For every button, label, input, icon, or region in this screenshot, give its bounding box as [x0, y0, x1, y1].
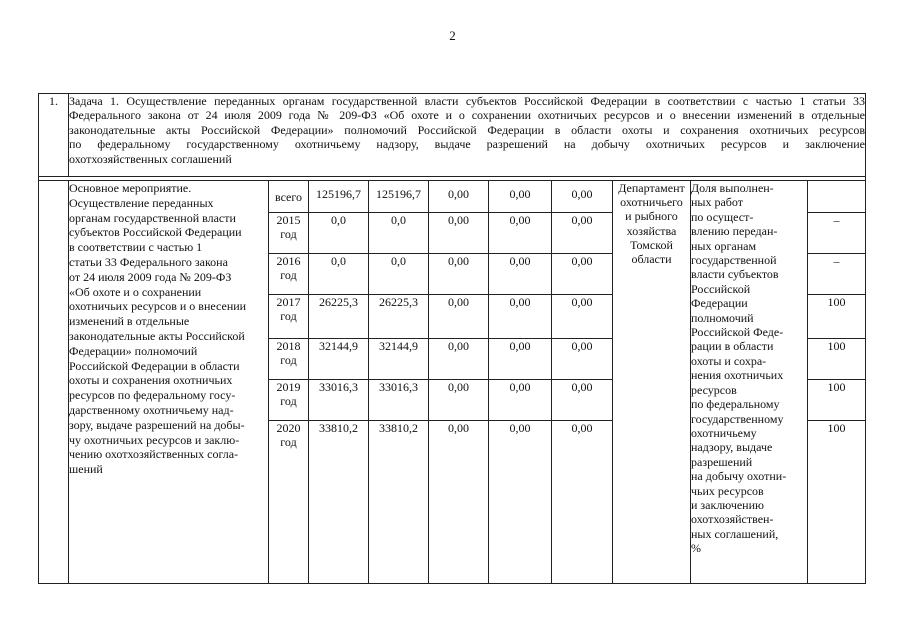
measure-line: законодательные акты Российской — [69, 328, 245, 343]
funding-cell: 0,00 — [429, 213, 489, 254]
table-row — [39, 181, 866, 213]
target-value-cell: 100 — [808, 421, 866, 584]
measure-line: чу охотничьих ресурсов и заклю- — [69, 432, 240, 447]
regional-funding-cell: 0,0 — [369, 213, 429, 254]
indicator-line: охотничьему — [691, 425, 757, 440]
indicator-line: на добычу охотни- — [691, 469, 787, 484]
indicator-line: чьих ресурсов — [691, 483, 764, 498]
executor-line: Департамент — [618, 181, 685, 195]
task-line: Федерального закона от 24 июля 2009 года № 209-ФЗ «Об охоте и о сохранении охотничьих ресурсов и о внесении изменений в отдельные — [69, 108, 865, 123]
indicator-line: ных органам — [691, 238, 757, 253]
measure-line: дарственному охотничьему над- — [69, 402, 234, 417]
indicator-line: влению передан- — [691, 224, 778, 239]
regional-funding-cell: 125196,7 — [369, 181, 429, 213]
funding-cell: 0,00 — [489, 380, 552, 421]
executor-line: и рыбного — [625, 209, 678, 224]
measure-line: чению охотхозяйственных согла- — [69, 447, 239, 462]
page-number: 2 — [449, 28, 456, 43]
indicator-line: государственному — [691, 411, 784, 426]
indicator-line: по федеральному — [691, 397, 780, 412]
period-year: 2017 — [276, 295, 301, 309]
funding-cell: 0,00 — [552, 339, 613, 380]
period-label: всего — [274, 189, 303, 204]
period-year: 2016 — [276, 254, 301, 268]
indicator-line: ных работ — [691, 195, 744, 210]
indicator-line: надзору, выдаче — [691, 440, 773, 455]
funding-cell: 0,00 — [552, 213, 613, 254]
indicator-line: и заключению — [691, 497, 764, 512]
funding-cell: 0,00 — [552, 181, 613, 213]
task-line: по федеральному государственному охотничьему надзору, выдаче разрешений на добычу охотничьих ресурсов и заключение — [69, 137, 865, 152]
funding-cell: 0,00 — [489, 181, 552, 213]
funding-cell: 0,00 — [552, 421, 613, 584]
target-value-cell: – — [808, 254, 866, 295]
measure-line: Основное мероприятие. — [69, 181, 192, 195]
period-cell — [269, 380, 309, 421]
indicator-line: рации в области — [691, 339, 774, 354]
indicator-line: Доля выполнен- — [691, 181, 774, 195]
period-year: 2018 — [276, 339, 301, 353]
period-unit: год — [280, 227, 297, 241]
measure-line: охотничьих ресурсов и о внесении — [69, 299, 247, 314]
measure-line: «Об охоте и о сохранении — [69, 284, 202, 299]
total-funding-cell: 0,0 — [309, 254, 369, 295]
period-cell — [269, 181, 309, 213]
measure-line: от 24 июля 2009 года № 209-ФЗ — [69, 269, 232, 284]
indicator-line: государственной — [691, 253, 777, 268]
period-cell — [269, 254, 309, 295]
regional-funding-cell: 26225,3 — [369, 295, 429, 339]
indicator-line: власти субъектов — [691, 267, 779, 282]
indicator-line: Российской Феде- — [691, 325, 784, 340]
total-funding-cell: 32144,9 — [309, 339, 369, 380]
executor-line: Томской — [630, 237, 673, 252]
measure-line: субъектов Российской Федерации — [69, 225, 242, 240]
indicator-line: полномочий — [691, 310, 754, 325]
funding-cell: 0,00 — [429, 339, 489, 380]
measure-line: зору, выдаче разрешений на добы- — [69, 417, 245, 432]
indicator-line: Федерации — [691, 296, 748, 311]
period-unit: год — [280, 353, 297, 367]
measure-line: органам государственной власти — [69, 210, 236, 225]
total-funding-cell: 33016,3 — [309, 380, 369, 421]
indicator-line: охоты и сохра- — [691, 353, 767, 368]
measure-line: ресурсов по федеральному госу- — [69, 388, 236, 403]
task-title — [69, 94, 866, 177]
regional-funding-cell: 33016,3 — [369, 380, 429, 421]
regional-funding-cell: 32144,9 — [369, 339, 429, 380]
period-cell — [269, 213, 309, 254]
funding-cell: 0,00 — [489, 295, 552, 339]
task-number: 1. — [39, 94, 69, 177]
period-year: 2015 — [276, 213, 301, 227]
measure-line: статьи 33 Федерального закона — [69, 254, 228, 269]
funding-cell: 0,00 — [552, 380, 613, 421]
indicator-line: по осущест- — [691, 209, 754, 224]
indicator-line: % — [691, 541, 701, 556]
funding-cell: 0,00 — [429, 181, 489, 213]
measure-description — [69, 181, 269, 584]
indicator-line: ных соглашений, — [691, 526, 779, 541]
target-value-cell — [808, 181, 866, 213]
regional-funding-cell: 33810,2 — [369, 421, 429, 584]
period-unit: год — [280, 435, 297, 449]
task-line: Задача 1. Осуществление переданных органам государственной власти субъектов Российской Федерации в соответствии с частью 1 статьи 33 — [69, 94, 865, 108]
funding-cell: 0,00 — [429, 421, 489, 584]
measure-line: охоты и сохранения охотничьих — [69, 373, 233, 388]
funding-cell: 0,00 — [429, 254, 489, 295]
period-cell — [269, 339, 309, 380]
task-row — [39, 94, 866, 177]
empty-number-cell — [39, 181, 69, 584]
total-funding-cell: 125196,7 — [309, 181, 369, 213]
target-value-cell: 100 — [808, 339, 866, 380]
funding-cell: 0,00 — [489, 339, 552, 380]
funding-cell: 0,00 — [552, 254, 613, 295]
measure-line: в соответствии с частью 1 — [69, 240, 203, 255]
period-unit: год — [280, 268, 297, 282]
funding-cell: 0,00 — [429, 380, 489, 421]
indicator-line: Российской — [691, 281, 751, 296]
period-cell — [269, 421, 309, 584]
indicator-cell — [691, 181, 808, 584]
period-cell — [269, 295, 309, 339]
measure-line: Федерации» полномочий — [69, 343, 198, 358]
target-value-cell: – — [808, 213, 866, 254]
period-year: 2020 — [276, 421, 301, 435]
total-funding-cell: 33810,2 — [309, 421, 369, 584]
measure-line: Осуществление переданных — [69, 195, 214, 210]
executor-line: хозяйства — [626, 223, 677, 238]
regional-funding-cell: 0,0 — [369, 254, 429, 295]
program-table — [38, 93, 866, 584]
indicator-line: охотхозяйствен- — [691, 512, 774, 527]
measure-line: изменений в отдельные — [69, 314, 190, 329]
executor-line: охотничьего — [620, 195, 683, 210]
total-funding-cell: 0,0 — [309, 213, 369, 254]
funding-cell: 0,00 — [489, 254, 552, 295]
measure-line: шений — [69, 462, 103, 477]
total-funding-cell: 26225,3 — [309, 295, 369, 339]
target-value-cell: 100 — [808, 295, 866, 339]
executor-line: области — [631, 252, 672, 267]
indicator-line: ресурсов — [691, 382, 737, 397]
task-line: охотхозяйственных соглашений — [69, 151, 232, 166]
measure-line: Российской Федерации в области — [69, 358, 240, 373]
target-value-cell: 100 — [808, 380, 866, 421]
funding-cell: 0,00 — [489, 421, 552, 584]
funding-cell: 0,00 — [429, 295, 489, 339]
indicator-line: разрешений — [691, 454, 753, 469]
indicator-line: нения охотничьих — [691, 368, 784, 383]
executor-cell — [613, 181, 691, 584]
period-unit: год — [280, 394, 297, 408]
period-unit: год — [280, 309, 297, 323]
task-line: законодательные акты Российской Федерации» полномочий Российской Федерации в области охоты и сохранения охотничьих ресурсов — [69, 122, 865, 137]
funding-cell: 0,00 — [489, 213, 552, 254]
funding-cell: 0,00 — [552, 295, 613, 339]
period-year: 2019 — [276, 380, 301, 394]
